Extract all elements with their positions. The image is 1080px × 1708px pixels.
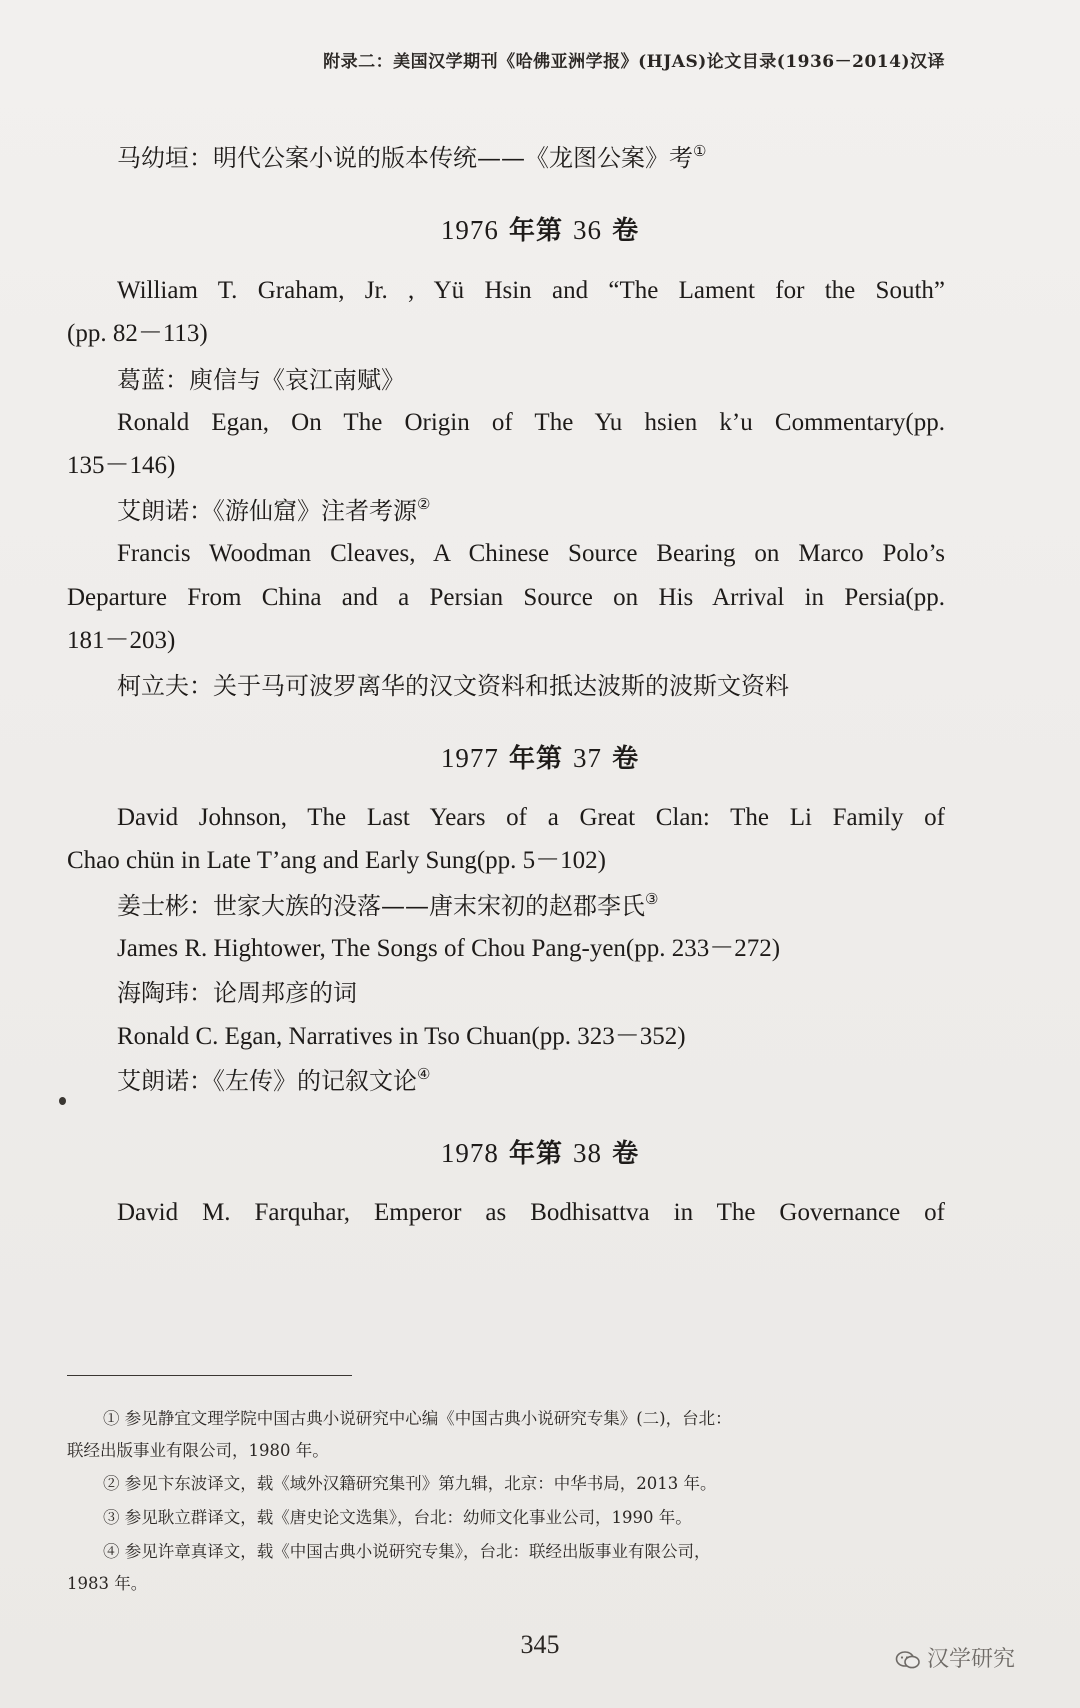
entry-title-zh: 姜士彬：世家大族的没落——唐末宋初的赵郡李氏③ <box>117 890 659 920</box>
footnote-rule <box>67 1375 352 1376</box>
watermark <box>895 1642 1015 1673</box>
entry-citation-en-cont: Chao chün in Late T’ang and Early Sung(pp. 5－102) <box>67 847 607 874</box>
entry-citation-en: David M. Farquhar, Emperor as Bodhisattva in The Governance of <box>117 1199 945 1226</box>
footnote-1-cont: 联经出版事业有限公司，1980 年。 <box>67 1441 329 1460</box>
footnote-4: ④ 参见许章真译文，载《中国古典小说研究专集》，台北：联经出版事业有限公司， <box>103 1542 711 1561</box>
footnote-4-cont: 1983 年。 <box>67 1574 148 1593</box>
entry-citation-en: William T. Graham, Jr. , Yü Hsin and “The Lament for the South” <box>117 277 945 304</box>
entry-citation-en-cont: 181－203) <box>67 627 176 654</box>
entry-citation-en-cont: (pp. 82－113) <box>67 320 208 347</box>
entry-citation-en: David Johnson, The Last Years of a Great Clan: The Li Family of <box>117 804 945 831</box>
footnote-ref: ④ <box>417 1065 431 1083</box>
entry-citation-en-cont: 135－146) <box>67 452 176 479</box>
scan-speck <box>59 1097 66 1105</box>
footnote-3: ③ 参见耿立群译文，载《唐史论文选集》，台北：幼师文化事业公司，1990 年。 <box>103 1508 692 1527</box>
volume-heading-1978: 1978 年第 38 卷 <box>440 1138 640 1169</box>
entry-title-zh: 艾朗诺：《左传》的记叙文论④ <box>117 1065 431 1095</box>
footnote-1: ① 参见静宜文理学院中国古典小说研究中心编《中国古典小说研究专集》(二)，台北： <box>103 1409 732 1428</box>
footnote-ref: ① <box>693 142 707 160</box>
footnote-ref: ③ <box>645 890 659 908</box>
footnote-2: ② 参见卞东波译文，载《域外汉籍研究集刊》第九辑，北京：中华书局，2013 年。 <box>103 1474 717 1493</box>
entry-title-zh: 柯立夫：关于马可波罗离华的汉文资料和抵达波斯的波斯文资料 <box>117 672 789 700</box>
entry-citation-en: James R. Hightower, The Songs of Chou Pang-yen(pp. 233－272) <box>117 935 781 962</box>
watermark-text: 汉学研究 <box>927 1647 1016 1672</box>
running-head: 附录二：美国汉学期刊《哈佛亚洲学报》(HJAS)论文目录(1936－2014)汉译 <box>323 52 945 72</box>
page-number: 345 <box>520 1630 560 1659</box>
footnote-ref: ② <box>417 495 431 513</box>
entry-citation-en-cont: Departure From China and a Persian Source on His Arrival in Persia(pp. <box>67 584 945 611</box>
volume-heading-1976: 1976 年第 36 卷 <box>440 215 640 246</box>
entry-citation-en: Ronald C. Egan, Narratives in Tso Chuan(pp. 323－352) <box>117 1023 686 1050</box>
entry-title-zh: 海陶玮：论周邦彦的词 <box>117 979 357 1007</box>
volume-heading-1977: 1977 年第 37 卷 <box>440 743 640 774</box>
entry-citation-en: Ronald Egan, On The Origin of The Yu hsien k’u Commentary(pp. <box>117 409 945 436</box>
entry-title-zh: 葛蓝：庾信与《哀江南赋》 <box>117 366 405 394</box>
wechat-bubble-icon <box>895 1650 921 1670</box>
entry-title-zh: 马幼垣：明代公案小说的版本传统——《龙图公案》考① <box>117 142 707 172</box>
entry-title-zh: 艾朗诺：《游仙窟》注者考源② <box>117 495 431 525</box>
entry-citation-en: Francis Woodman Cleaves, A Chinese Source Bearing on Marco Polo’s <box>117 540 945 567</box>
